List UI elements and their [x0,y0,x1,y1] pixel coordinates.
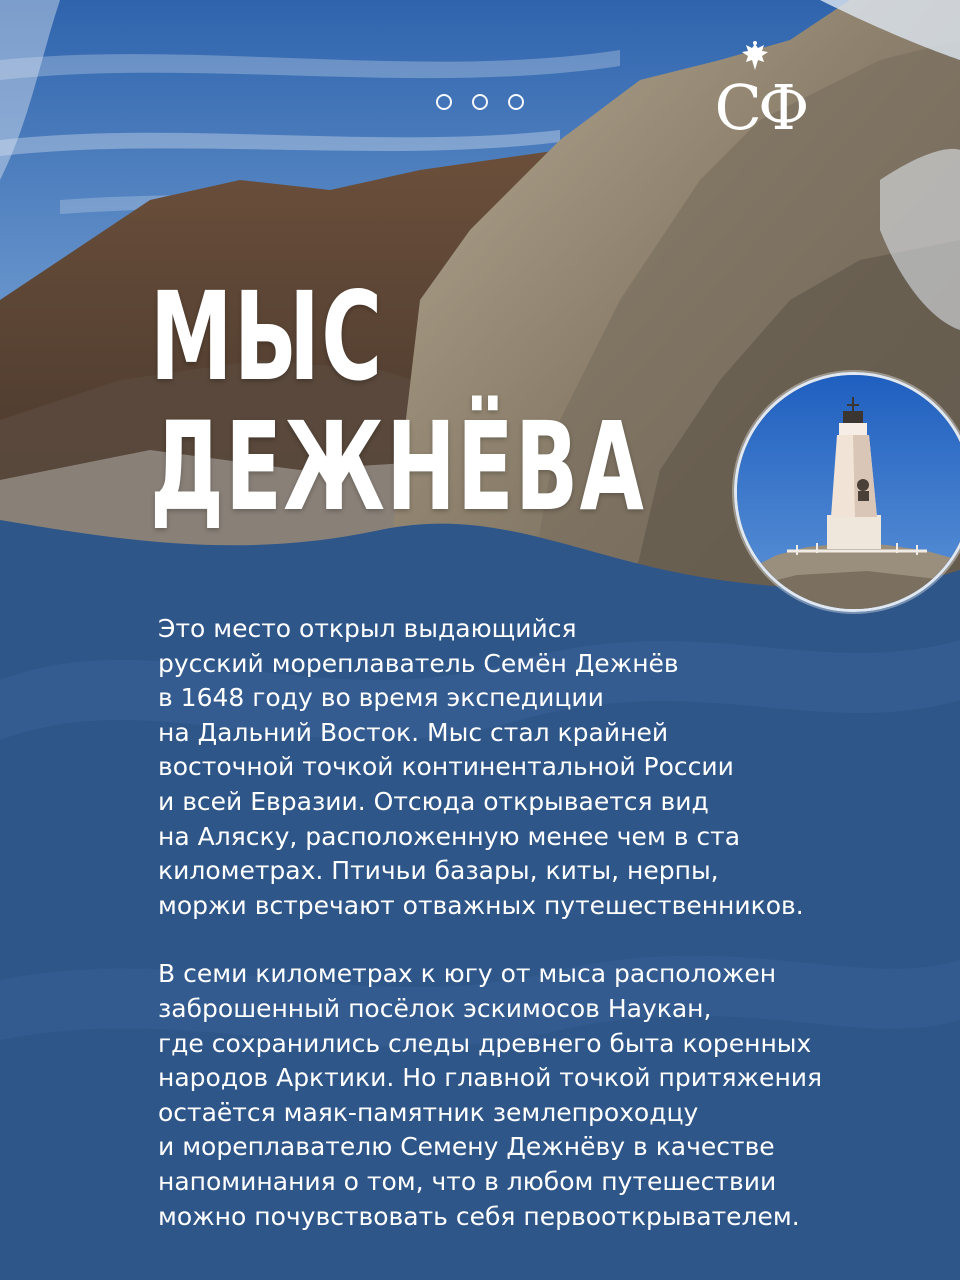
title-line-1: МЫС [150,266,384,408]
carousel-dot[interactable] [436,94,452,110]
paragraph-1: Это место открыл выдающийся русский мореплаватель Семён Дежнёв в 1648 году во время экспедиции на Дальний Восток. Мыс стал крайней восточной точкой континентальной России и всей Евразии. Отсюда открывается вид на Аляску, расположенную менее чем в ста километрах. Птичьи базары, киты, нерпы, моржи встречают отважных путешественников. [158,614,804,920]
page-title [150,266,646,538]
article-body [158,612,938,1234]
double-headed-eagle-icon [740,40,770,74]
carousel-dot[interactable] [472,94,488,110]
logo-text: СФ [714,71,806,144]
carousel-dot[interactable] [508,94,524,110]
federation-council-logo [700,40,820,144]
carousel-dots [436,94,524,110]
lighthouse-image [737,375,960,612]
title-line-2: ДЕЖНЁВА [150,396,646,538]
paragraph-2: В семи километрах к югу от мыса расположен заброшенный посёлок эскимосов Наукан, где сохранились следы древнего быта коренных народов Арктики. Но главной точкой притяжения остаётся маяк-памятник землепроходцу и мореплавателю Семену Дежнёву в качестве напоминания о том, что в любом путешествии можно почувствовать себя первооткрывателем. [158,959,823,1231]
lighthouse-photo [734,372,960,612]
